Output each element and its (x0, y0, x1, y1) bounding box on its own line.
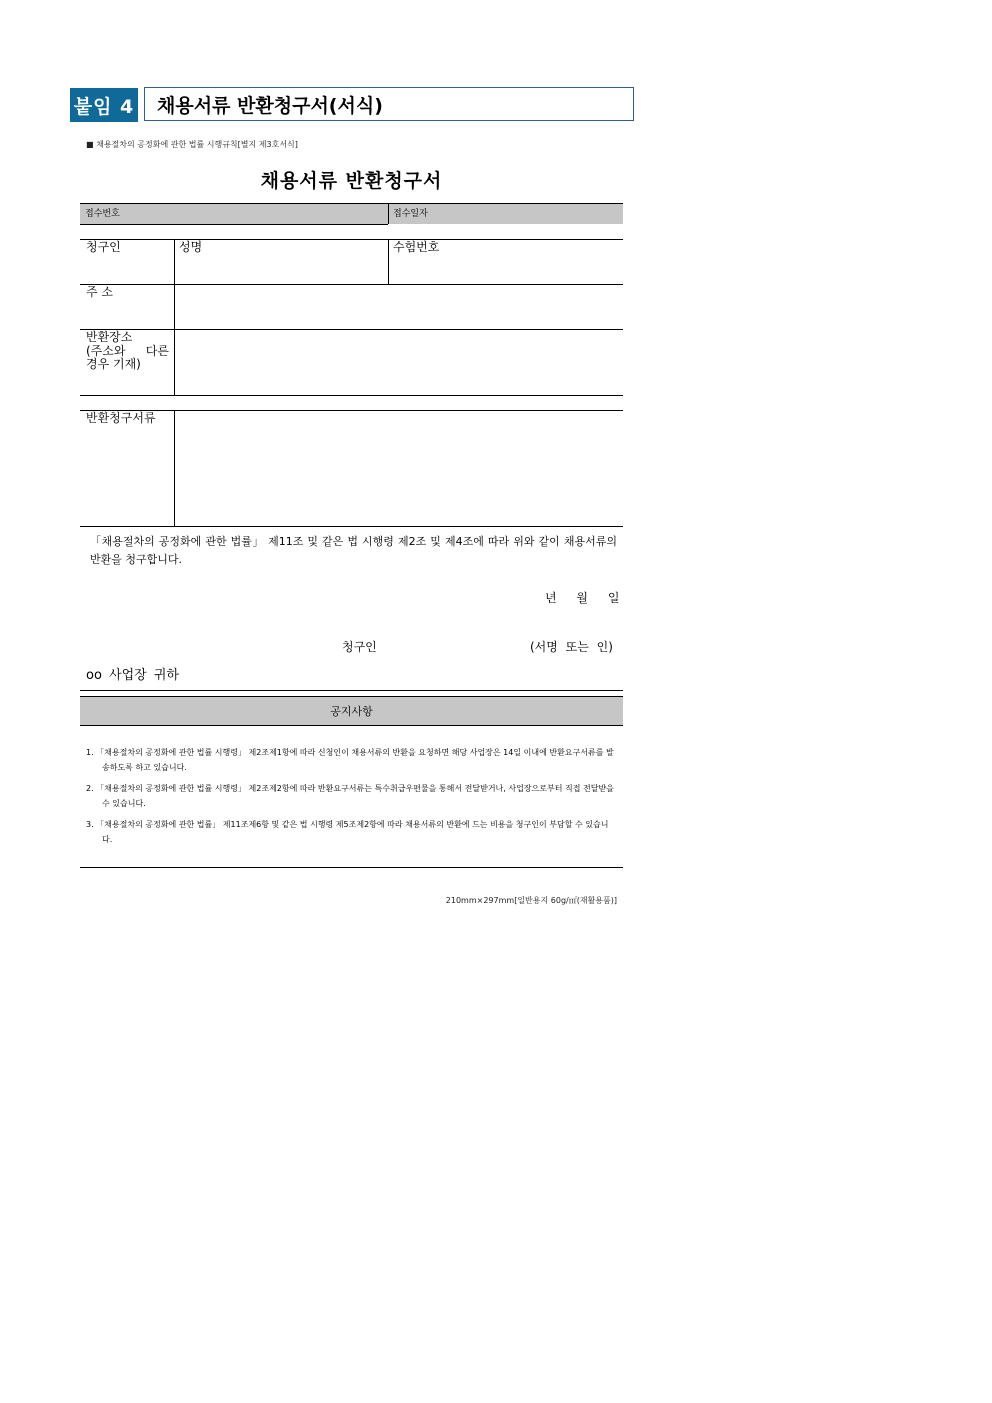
divider (80, 410, 623, 411)
return-docs-label: 반환청구서류 (86, 411, 156, 425)
notice-item: 1. 「채용절차의 공정화에 관한 법률 시행령」 제2조제1항에 따라 신청인이 채용서류의 반환을 요청하면 해당 사업장은 14일 이내에 반환요구서류를 발송하도록 하고 있습니다. (86, 748, 614, 772)
date-line: 년 월 일 (545, 591, 620, 605)
exam-number-label: 수험번호 (393, 240, 440, 254)
divider (80, 224, 388, 225)
form-title: 채용서류 반환청구서 (260, 170, 443, 192)
return-place-label-line1: 반환장소 (86, 330, 133, 344)
divider (388, 239, 389, 284)
address-label: 주 소 (86, 285, 113, 299)
receipt-row (80, 203, 623, 224)
divider (80, 690, 623, 691)
notice-item: 3. 「채용절차의 공정화에 관한 법률」 제11조제6항 및 같은 법 시행령 제5조제2항에 따라 채용서류의 반환에 드는 비용을 청구인이 부담할 수 있습니다. (86, 820, 609, 844)
paper-spec: 210mm×297mm[일반용지 60g/㎡(재활용품)] (445, 896, 617, 905)
divider (174, 410, 175, 526)
notice-item: 2. 「채용절차의 공정화에 관한 법률 시행령」 제2조제2항에 따라 반환요구서류는 특수취급우편물을 통해서 전달받거나, 사업장으로부터 직접 전달받을 수 있습니다. (86, 784, 614, 808)
notice-title: 공지사항 (80, 696, 623, 726)
attachment-badge: 붙임 4 (70, 88, 138, 122)
divider (80, 526, 623, 527)
signature-hint: (서명 또는 인) (530, 640, 613, 654)
divider (80, 395, 623, 396)
signature-claimant-label: 청구인 (342, 640, 377, 654)
attachment-title: 채용서류 반환청구서(서식) (144, 87, 634, 121)
divider (80, 203, 623, 204)
return-place-label-line3: 경우 기재) (86, 357, 141, 371)
receipt-number-label: 접수번호 (85, 209, 120, 219)
divider (388, 203, 389, 224)
declaration-text: 「채용절차의 공정화에 관한 법률」 제11조 및 같은 법 시행령 제2조 및 제4조에 따라 위와 같이 채용서류의 반환을 청구합니다. (90, 535, 617, 566)
divider (174, 239, 175, 395)
divider (80, 239, 623, 240)
addressee: oo 사업장 귀하 (86, 668, 179, 683)
receipt-date-label: 접수일자 (393, 209, 428, 219)
law-reference: ■ 채용절차의 공정화에 관한 법률 시행규칙[별지 제3호서식] (86, 140, 298, 149)
divider (80, 867, 623, 868)
return-place-label-line2: (주소와 다른 (86, 344, 169, 358)
divider (80, 329, 623, 330)
claimant-label: 청구인 (86, 240, 121, 254)
notice-list (86, 745, 618, 853)
divider (80, 284, 623, 285)
name-label: 성명 (179, 240, 203, 254)
